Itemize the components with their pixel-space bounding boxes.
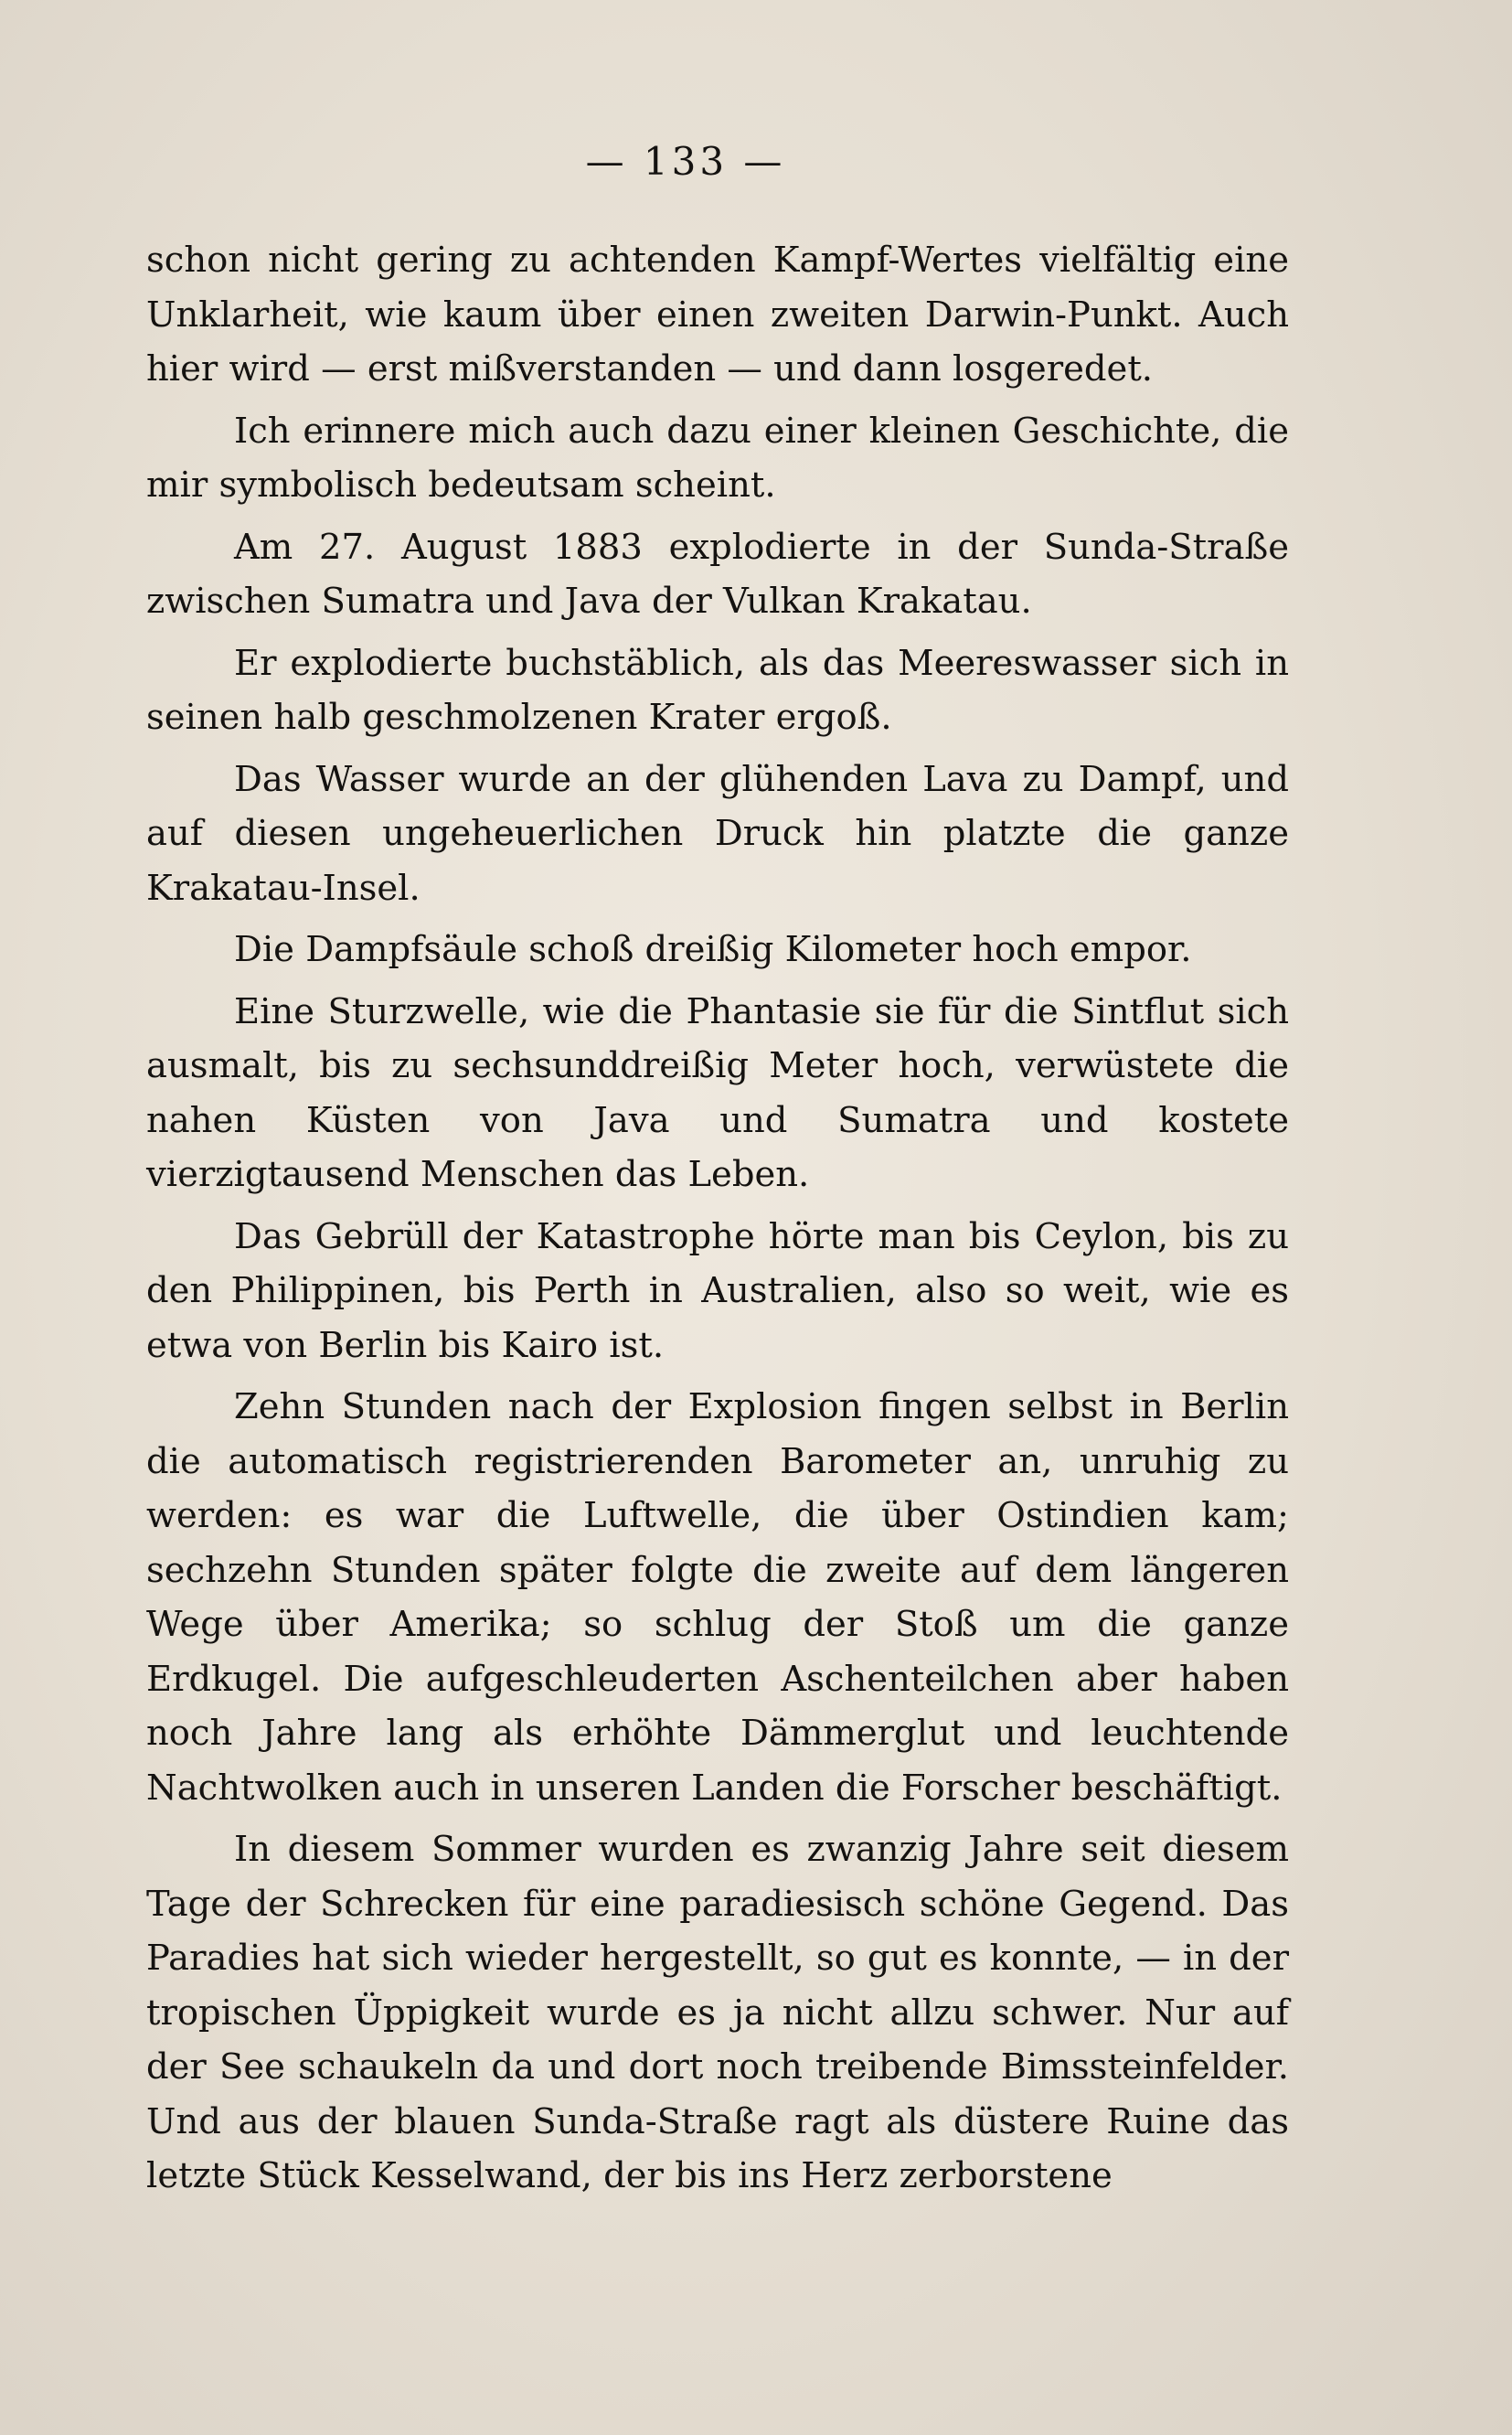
- paragraph: Zehn Stunden nach der Explosion fingen selbst in Berlin die automatisch registrierenden Barometer an, unruhig zu werden: es war die Luftwelle, die über Ostindien kam; sechzehn Stunden später folgte die zweite auf dem längeren Wege über Amerika; so schlug der Stoß um die ganze Erdkugel. Die aufgeschleuderten Aschenteilchen aber haben noch Jahre lang als erhöhte Dämmerglut und leuchtende Nachtwolken auch in unseren Landen die Forscher beschäftigt.: [146, 1386, 1289, 1809]
- paragraph: Ich erinnere mich auch dazu einer kleinen Geschichte, die mir symbolisch bedeutsam scheint.: [146, 410, 1289, 506]
- paragraph: Am 27. August 1883 explodierte in der Sunda-Straße zwischen Sumatra und Java der Vulkan Krakatau.: [146, 526, 1289, 622]
- paragraph: Er explodierte buchstäblich, als das Meereswasser sich in seinen halb geschmolzenen Krater ergoß.: [146, 642, 1289, 738]
- body-text: [146, 233, 1289, 2204]
- paragraph-continuation: schon nicht gering zu achtenden Kampf-Wertes vielfältig eine Unklarheit, wie kaum über einen zweiten Darwin-Punkt. Auch hier wird — erst mißverstanden — und dann losgeredet.: [146, 240, 1289, 390]
- page-number: — 133 —: [585, 139, 786, 184]
- paragraph: Eine Sturzwelle, wie die Phantasie sie für die Sintflut sich ausmalt, bis zu sechsunddreißig Meter hoch, verwüstete die nahen Küsten von Java und Sumatra und kostete vierzigtausend Menschen das Leben.: [146, 990, 1289, 1195]
- paragraph: Das Gebrüll der Katastrophe hörte man bis Ceylon, bis zu den Philippinen, bis Perth in Australien, also so weit, wie es etwa von Berlin bis Kairo ist.: [146, 1215, 1289, 1366]
- paragraph: In diesem Sommer wurden es zwanzig Jahre seit diesem Tage der Schrecken für eine paradiesisch schöne Gegend. Das Paradies hat sich wieder hergestellt, so gut es konnte, — in der tropischen Üppigkeit wurde es ja nicht allzu schwer. Nur auf der See schaukeln da und dort noch treibende Bimssteinfelder. Und aus der blauen Sunda-Straße ragt als düstere Ruine das letzte Stück Kesselwand, der bis ins Herz zerborstene: [146, 1829, 1289, 2196]
- paragraph: Das Wasser wurde an der glühenden Lava zu Dampf, und auf diesen ungeheuerlichen Druck hin platzte die ganze Krakatau-Insel.: [146, 758, 1289, 909]
- paragraph: Die Dampfsäule schoß dreißig Kilometer hoch empor.: [234, 929, 1192, 970]
